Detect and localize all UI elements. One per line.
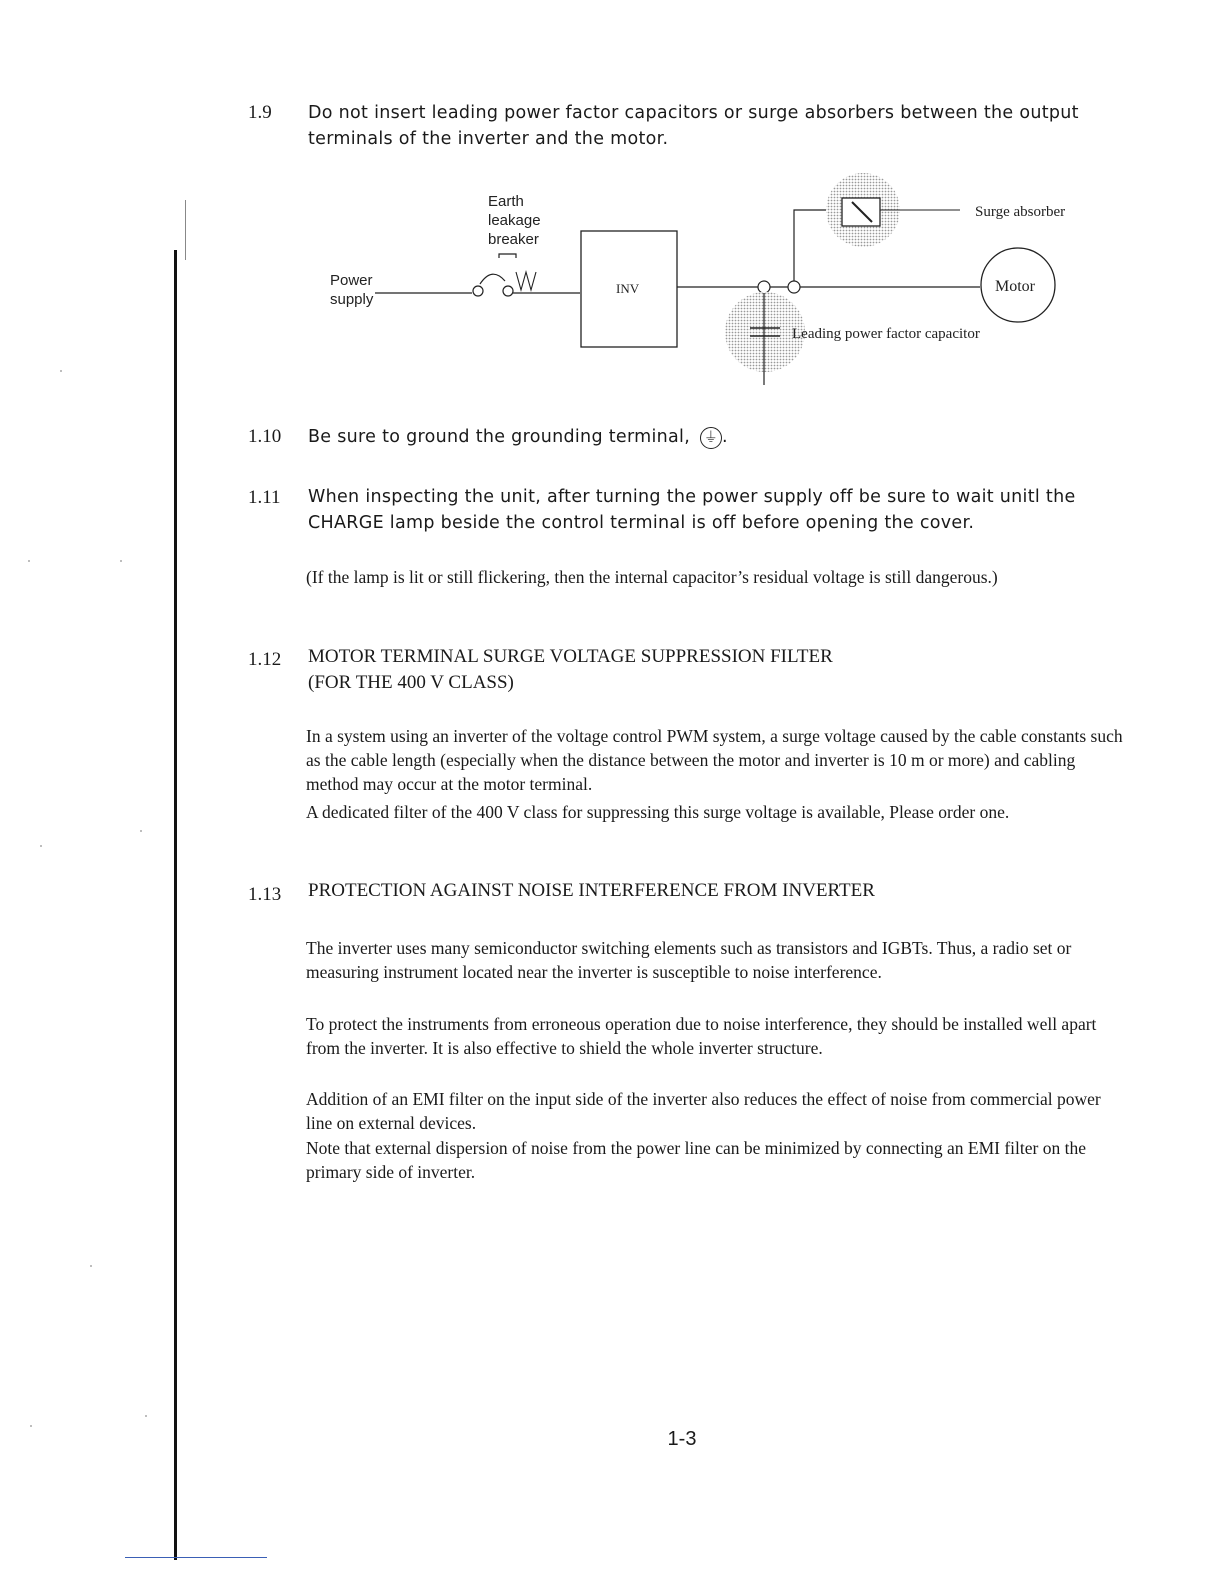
section-1-9-line-2: terminals of the inverter and the motor. (308, 129, 669, 149)
section-1-11-number: 1.11 (248, 487, 281, 508)
capacitor-label: Leading power factor capacitor (792, 326, 980, 342)
section-1-9-number: 1.9 (248, 102, 272, 123)
section-1-13-paragraph-1: The inverter uses many semiconductor switching elements such as transistors and IGBTs. Thus, a radio set or measuring instrument located near the inverter is susceptible to noise interference. (306, 938, 1072, 982)
scan-speck (90, 1265, 92, 1267)
terminal-1 (758, 281, 770, 293)
ground-terminal-icon: ⏚ (700, 427, 722, 449)
scan-speck (120, 560, 122, 562)
section-1-13-paragraph-2: To protect the instruments from erroneous operation due to noise interference, they should be installed well apart from the inverter. It is also effective to shield the whole inverter structure. (306, 1014, 1097, 1058)
inverter-label: INV (616, 281, 640, 296)
terminal-2 (788, 281, 800, 293)
section-1-11-text (308, 484, 1128, 536)
section-1-13-title: PROTECTION AGAINST NOISE INTERFERENCE FROM INVERTER (308, 880, 875, 901)
binding-edge-top (185, 200, 186, 260)
page-number: 1-3 (667, 1428, 697, 1450)
section-1-11-note: (If the lamp is lit or still flickering, then the internal capacitor’s residual voltage is still dangerous.) (306, 567, 998, 587)
section-1-12-paragraph-1: In a system using an inverter of the voltage control PWM system, a surge voltage caused by the cable constants such as the cable length (especially when the distance between the motor and inverter is 10 m or more) and cabling method may occur at the motor terminal. (306, 726, 1123, 794)
section-1-9-line-1: Do not insert leading power factor capacitors or surge absorbers between the output (308, 103, 1079, 123)
breaker-label-3: breaker (488, 231, 539, 248)
section-1-10-text (308, 424, 728, 450)
section-1-13-paragraph-4: Note that external dispersion of noise from the power line can be minimized by connecting an EMI filter on the primary side of inverter. (306, 1138, 1086, 1182)
wiring-diagram (320, 160, 1120, 395)
scan-speck (145, 1415, 147, 1417)
power-label-2: supply (330, 291, 374, 308)
section-1-10-line: Be sure to ground the grounding terminal, (308, 427, 691, 447)
power-label-1: Power (330, 272, 373, 289)
surge-absorber-label: Surge absorber (975, 204, 1066, 220)
section-1-10-number: 1.10 (248, 426, 282, 447)
section-1-12-title (308, 644, 833, 696)
scan-speck (140, 830, 142, 832)
earth-leakage-breaker-symbol (473, 254, 536, 296)
scan-speck (60, 370, 62, 372)
section-1-11-line-1: When inspecting the unit, after turning the power supply off be sure to wait unitl the (308, 487, 1076, 507)
scan-speck (40, 845, 42, 847)
section-1-13-number: 1.13 (248, 884, 282, 905)
footer-rule (125, 1557, 267, 1558)
section-1-10-period: . (721, 427, 728, 447)
binding-edge (174, 250, 177, 1560)
scan-speck (28, 560, 30, 562)
section-1-9-text (308, 100, 1079, 152)
section-1-13-paragraph-3: Addition of an EMI filter on the input side of the inverter also reduces the effect of noise from commercial power line on external devices. (306, 1089, 1101, 1133)
motor-label: Motor (995, 278, 1035, 295)
scan-speck (30, 1425, 32, 1427)
section-1-12-title-line-1: MOTOR TERMINAL SURGE VOLTAGE SUPPRESSION FILTER (308, 646, 833, 667)
section-1-12-title-line-2: (FOR THE 400 V CLASS) (308, 672, 514, 693)
breaker-label-2: leakage (488, 212, 541, 229)
section-1-11-line-2: CHARGE lamp beside the control terminal is off before opening the cover. (308, 513, 975, 533)
section-1-12-paragraph-2: A dedicated filter of the 400 V class for suppressing this surge voltage is available, Please order one. (306, 802, 1010, 822)
breaker-label-1: Earth (488, 193, 524, 210)
section-1-12-number: 1.12 (248, 649, 282, 670)
